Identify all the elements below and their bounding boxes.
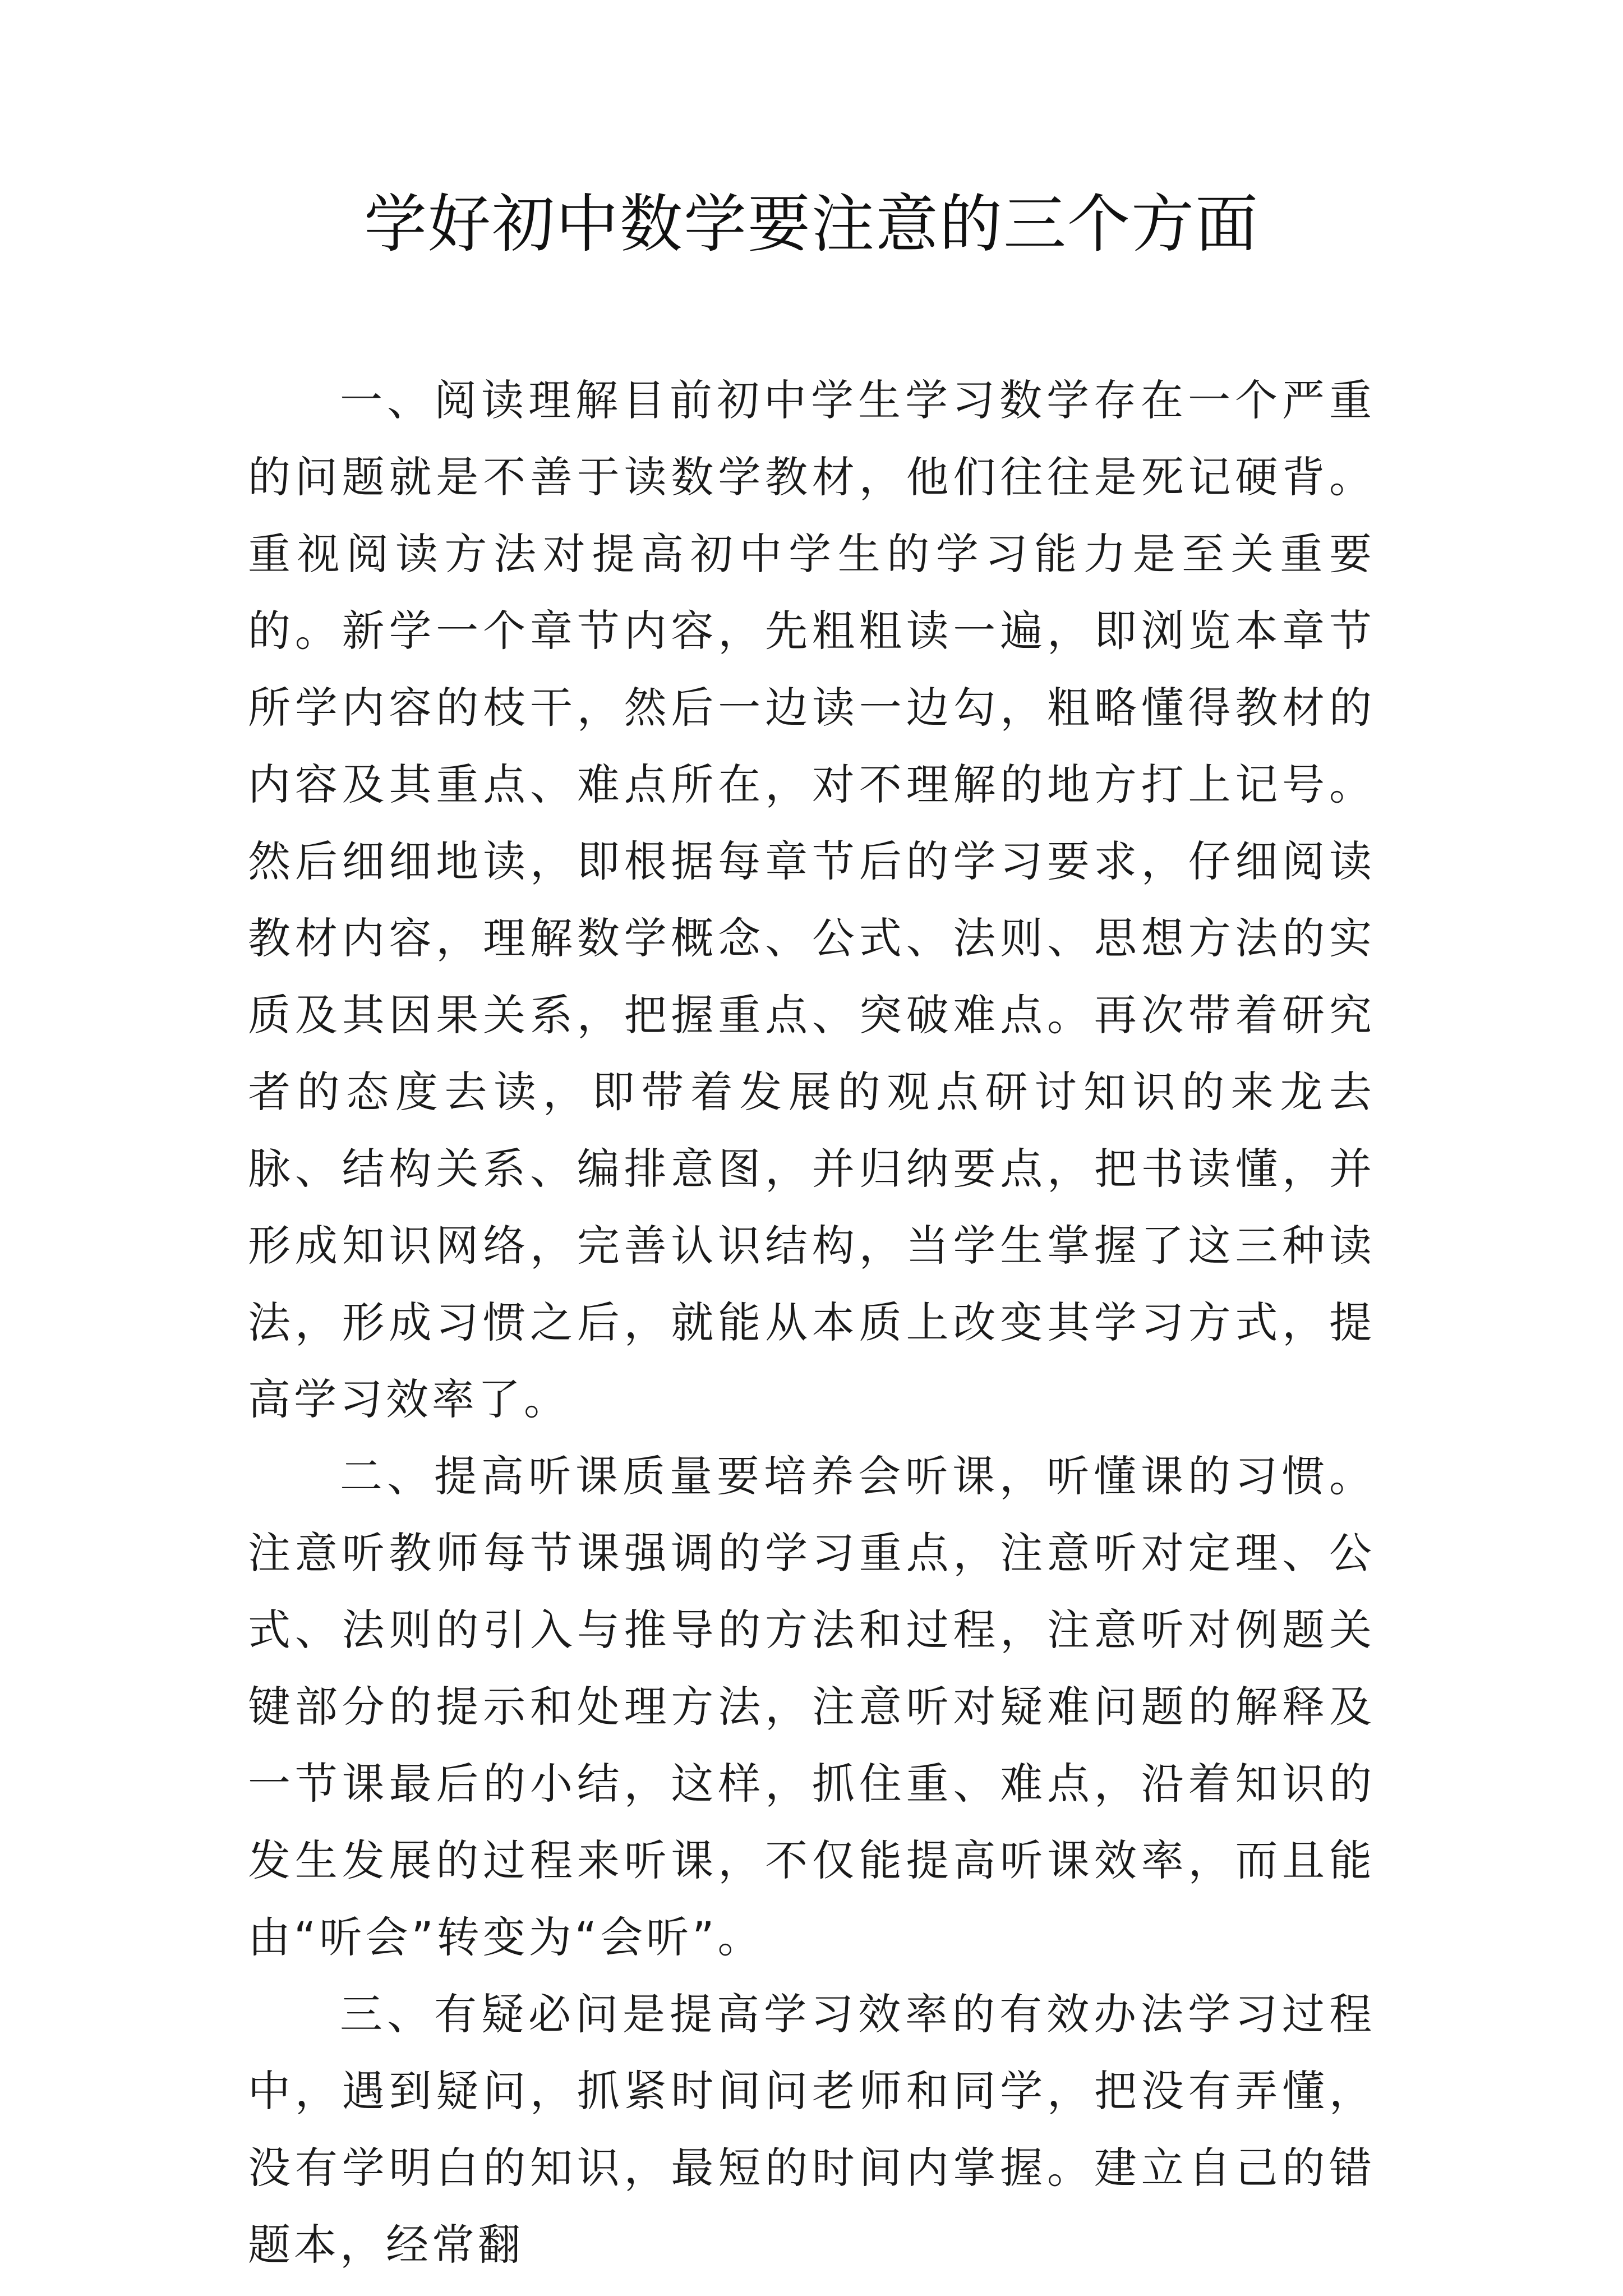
paragraph-reading: 一、阅读理解目前初中学生学习数学存在一个严重的问题就是不善于读数学教材，他们往往是死记硬背。重视阅读方法对提高初中学生的学习能力是至关重要的。新学一个章节内容，先粗粗读一遍，即浏览本章节所学内容的枝干，然后一边读一边勾，粗略懂得教材的内容及其重点、难点所在，对不理解的地方打上记号。然后细细地读，即根据每章节后的学习要求，仔细阅读教材内容，理解数学概念、公式、法则、思想方法的实质及其因果关系，把握重点、突破难点。再次带着研究者的态度去读，即带着发展的观点研讨知识的来龙去脉、结构关系、编排意图，并归纳要点，把书读懂，并形成知识网络，完善认识结构，当学生掌握了这三种读法，形成习惯之后，就能从本质上改变其学习方式，提高学习效率了。 [248, 375, 1375, 1424]
paragraph-listening: 二、提高听课质量要培养会听课，听懂课的习惯。注意听教师每节课强调的学习重点，注意听对定理、公式、法则的引入与推导的方法和过程，注意听对例题关键部分的提示和处理方法，注意听对疑难问题的解释及一节课最后的小结，这样，抓住重、难点，沿着知识的发生发展的过程来听课，不仅能提高听课效率，而且能由“听会”转变为“会听”。 [248, 1451, 1375, 1962]
document-body [248, 362, 1375, 2283]
document-title: 学好初中数学要注意的三个方面 [364, 188, 1259, 261]
paragraph-asking: 三、有疑必问是提高学习效率的有效办法学习过程中，遇到疑问，抓紧时间问老师和同学，把没有弄懂，没有学明白的知识，最短的时间内掌握。建立自己的错题本，经常翻 [248, 1989, 1375, 2270]
